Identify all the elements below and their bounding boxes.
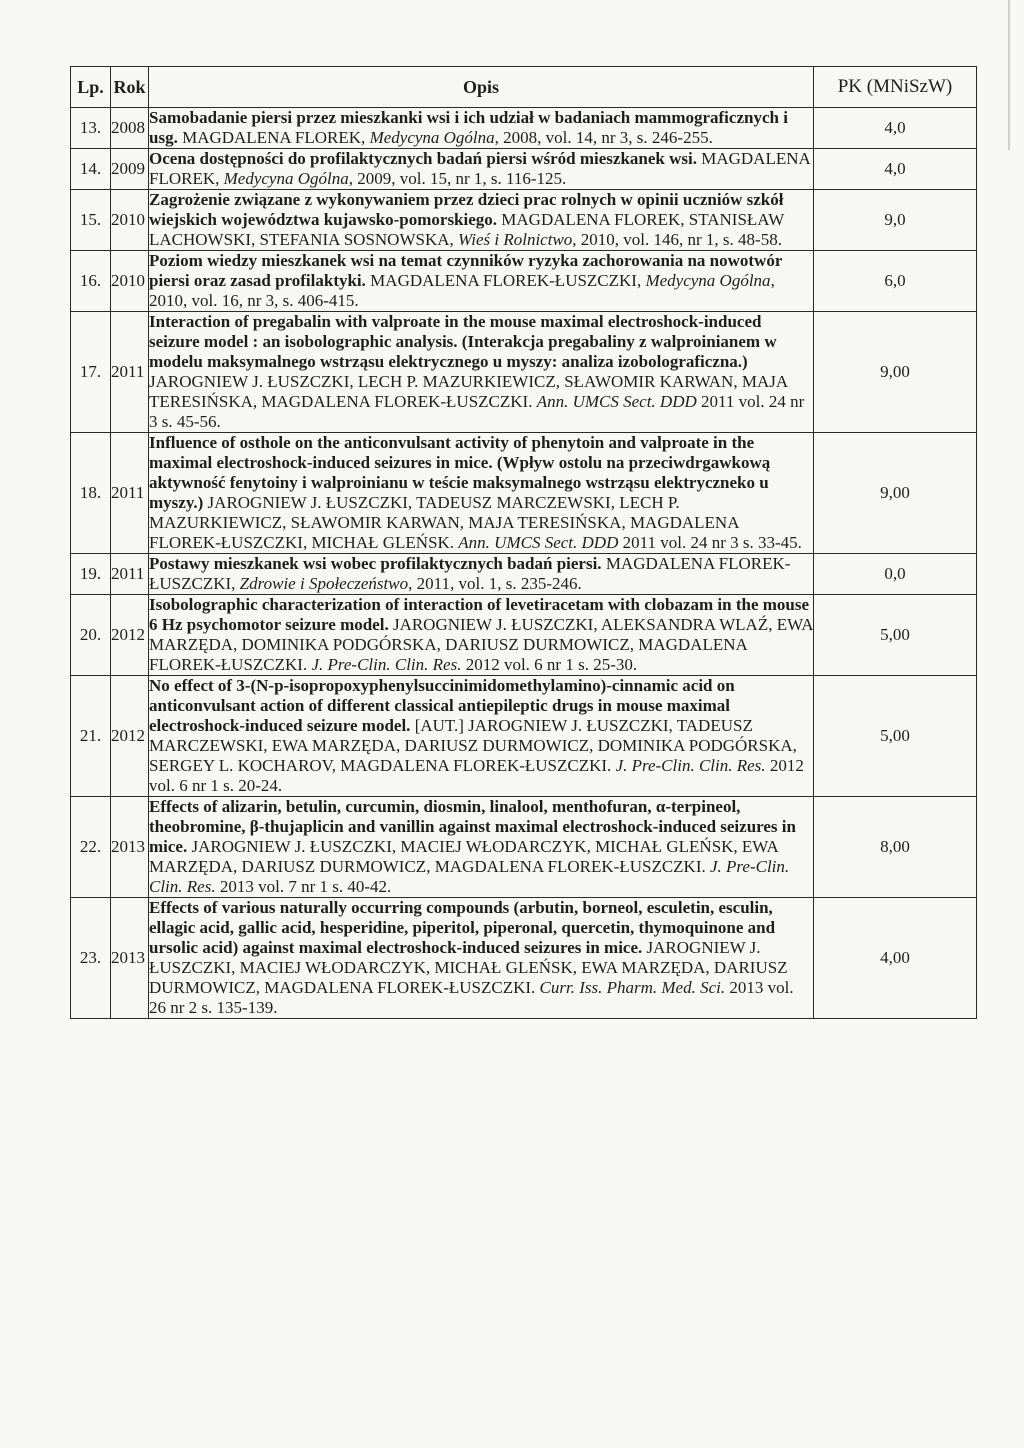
table-row bbox=[71, 251, 977, 312]
publication-details: 2011 vol. 24 nr 3 s. 33-45. bbox=[618, 533, 802, 552]
row-year: 2010 bbox=[111, 251, 149, 312]
row-year: 2012 bbox=[111, 676, 149, 797]
row-number: 15. bbox=[71, 190, 111, 251]
row-number: 22. bbox=[71, 797, 111, 898]
publication-title: No effect of 3-(N-p-isopropoxyphenylsuccinimidomethylamino)-cinnamic acid on anticonvulsant action of different classical antiepileptic drugs in mouse maximal electroshock-induced seizure model. bbox=[149, 676, 735, 735]
row-year: 2011 bbox=[111, 433, 149, 554]
row-number: 20. bbox=[71, 595, 111, 676]
publication-journal: J. Pre-Clin. Clin. Res. bbox=[311, 655, 462, 674]
publication-journal: Medycyna Ogólna bbox=[645, 271, 771, 290]
row-description bbox=[149, 797, 814, 898]
header-opis: Opis bbox=[149, 67, 814, 108]
publication-title: Ocena dostępności do profilaktycznych badań piersi wśród mieszkanek wsi. bbox=[149, 149, 697, 168]
row-number: 18. bbox=[71, 433, 111, 554]
publication-details: , 2010, vol. 16, nr 3, s. 406-415. bbox=[149, 271, 775, 310]
publication-authors: [AUT.] JAROGNIEW J. ŁUSZCZKI, TADEUSZ MARCZEWSKI, EWA MARZĘDA, DARIUSZ DURMOWICZ, DOMINIKA PODGÓRSKA, SERGEY L. KOCHAROV, MAGDALENA FLOREK-ŁUSZCZKI. bbox=[149, 716, 797, 775]
page-edge-shadow bbox=[1008, 0, 1010, 150]
row-pk-score: 6,0 bbox=[814, 251, 977, 312]
row-pk-score: 5,00 bbox=[814, 595, 977, 676]
row-number: 23. bbox=[71, 898, 111, 1019]
table-body bbox=[71, 108, 977, 1019]
row-year: 2009 bbox=[111, 149, 149, 190]
publication-journal: Medycyna Ogólna bbox=[223, 169, 349, 188]
publication-title: Influence of osthole on the anticonvulsant activity of phenytoin and valproate in the maximal electroshock-induced seizures in mice. (Wpływ ostolu na przeciwdrgawkową aktywność fenytoiny i walproinianu w teście maksymalnego wstrząsu elektryczneko u myszy.) bbox=[149, 433, 771, 512]
publication-title: Postawy mieszkanek wsi wobec profilaktycznych badań piersi. bbox=[149, 554, 602, 573]
publication-journal: J. Pre-Clin. Clin. Res. bbox=[615, 756, 766, 775]
row-year: 2010 bbox=[111, 190, 149, 251]
table-row bbox=[71, 190, 977, 251]
publication-details: , 2011, vol. 1, s. 235-246. bbox=[408, 574, 582, 593]
publication-authors: MAGDALENA FLOREK, STANISŁAW LACHOWSKI, STEFANIA SOSNOWSKA, bbox=[149, 210, 784, 249]
row-description bbox=[149, 898, 814, 1019]
row-description bbox=[149, 433, 814, 554]
publication-journal: Wieś i Rolnictwo bbox=[458, 230, 573, 249]
table-row bbox=[71, 898, 977, 1019]
publication-title: Zagrożenie związane z wykonywaniem przez dzieci prac rolnych w opinii uczniów szkół wiejskich województwa kujawsko-pomorskiego. bbox=[149, 190, 784, 229]
publication-details: , 2009, vol. 15, nr 1, s. 116-125. bbox=[348, 169, 567, 188]
publication-title: Interaction of pregabalin with valproate in the mouse maximal electroshock-induced seizure model : an isobolographic analysis. (Interakcja pregabaliny z walproinianem w modelu maksymalnego wstrząsu elektrycznego u myszy: analiza izobolograficzna.) bbox=[149, 312, 777, 371]
row-number: 13. bbox=[71, 108, 111, 149]
publications-table bbox=[70, 66, 977, 1019]
publication-authors: JAROGNIEW J. ŁUSZCZKI, MACIEJ WŁODARCZYK, MICHAŁ GLEŃSK, EWA MARZĘDA, DARIUSZ DURMOWICZ, MAGDALENA FLOREK-ŁUSZCZKI. bbox=[149, 938, 788, 997]
row-pk-score: 5,00 bbox=[814, 676, 977, 797]
publication-journal: Zdrowie i Społeczeństwo bbox=[239, 574, 409, 593]
publication-authors: MAGDALENA FLOREK-ŁUSZCZKI, bbox=[365, 271, 646, 290]
row-description bbox=[149, 190, 814, 251]
publication-details: , 2010, vol. 146, nr 1, s. 48-58. bbox=[572, 230, 782, 249]
table-row bbox=[71, 149, 977, 190]
row-description bbox=[149, 149, 814, 190]
header-rok: Rok bbox=[111, 67, 149, 108]
row-number: 21. bbox=[71, 676, 111, 797]
row-pk-score: 9,00 bbox=[814, 433, 977, 554]
publication-authors: JAROGNIEW J. ŁUSZCZKI, MACIEJ WŁODARCZYK, MICHAŁ GLEŃSK, EWA MARZĘDA, DARIUSZ DURMOWICZ, MAGDALENA FLOREK-ŁUSZCZKI. bbox=[149, 837, 778, 876]
publication-journal: Ann. UMCS Sect. DDD bbox=[536, 392, 697, 411]
publication-authors: JAROGNIEW J. ŁUSZCZKI, LECH P. MAZURKIEWICZ, SŁAWOMIR KARWAN, MAJA TERESIŃSKA, MAGDALENA FLOREK-ŁUSZCZKI. bbox=[149, 372, 788, 411]
publication-title: Effects of alizarin, betulin, curcumin, diosmin, linalool, menthofuran, α-terpineol, theobromine, β-thujaplicin and vanillin against maximal electroshock-induced seizures in mice. bbox=[149, 797, 796, 856]
publication-journal: Curr. Iss. Pharm. Med. Sci. bbox=[539, 978, 726, 997]
publication-title: Isobolographic characterization of interaction of levetiracetam with clobazam in the mouse 6 Hz psychomotor seizure model. bbox=[149, 595, 810, 634]
publication-title: Samobadanie piersi przez mieszkanki wsi i ich udział w badaniach mammograficznych i usg. bbox=[149, 108, 788, 147]
publication-title: Poziom wiedzy mieszkanek wsi na temat czynników ryzyka zachorowania na nowotwór piersi oraz zasad profilaktyki. bbox=[149, 251, 783, 290]
publication-authors: MAGDALENA FLOREK-ŁUSZCZKI, bbox=[149, 554, 791, 593]
table-row bbox=[71, 797, 977, 898]
row-year: 2013 bbox=[111, 898, 149, 1019]
publication-details: , 2008, vol. 14, nr 3, s. 246-255. bbox=[494, 128, 713, 147]
row-pk-score: 4,0 bbox=[814, 149, 977, 190]
publication-journal: Medycyna Ogólna bbox=[369, 128, 495, 147]
row-pk-score: 9,0 bbox=[814, 190, 977, 251]
publication-details: 2011 vol. 24 nr 3 s. 45-56. bbox=[149, 392, 805, 431]
publication-journal: Ann. UMCS Sect. DDD bbox=[458, 533, 619, 552]
row-pk-score: 9,00 bbox=[814, 312, 977, 433]
row-pk-score: 0,0 bbox=[814, 554, 977, 595]
publication-title: Effects of various naturally occurring compounds (arbutin, borneol, esculetin, esculin, ellagic acid, gallic acid, hesperidine, piperitol, piperonal, quercetin, thymoquinone and ursolic acid) against maximal electroshock-induced seizures in mice. bbox=[149, 898, 776, 957]
publication-details: 2012 vol. 6 nr 1 s. 20-24. bbox=[149, 756, 804, 795]
row-number: 14. bbox=[71, 149, 111, 190]
table-row bbox=[71, 554, 977, 595]
table-row bbox=[71, 108, 977, 149]
table-row bbox=[71, 595, 977, 676]
row-description bbox=[149, 251, 814, 312]
row-number: 19. bbox=[71, 554, 111, 595]
table-header-row bbox=[71, 67, 977, 108]
publication-journal: J. Pre-Clin. Clin. Res. bbox=[149, 857, 790, 896]
row-pk-score: 4,0 bbox=[814, 108, 977, 149]
publication-details: 2012 vol. 6 nr 1 s. 25-30. bbox=[461, 655, 638, 674]
row-year: 2008 bbox=[111, 108, 149, 149]
row-number: 17. bbox=[71, 312, 111, 433]
row-number: 16. bbox=[71, 251, 111, 312]
header-lp: Lp. bbox=[71, 67, 111, 108]
publication-authors: MAGDALENA FLOREK, bbox=[149, 149, 810, 188]
row-description bbox=[149, 108, 814, 149]
header-pk: PK (MNiSzW) bbox=[814, 67, 977, 108]
row-pk-score: 8,00 bbox=[814, 797, 977, 898]
table-row bbox=[71, 433, 977, 554]
row-year: 2011 bbox=[111, 312, 149, 433]
row-description bbox=[149, 312, 814, 433]
row-year: 2011 bbox=[111, 554, 149, 595]
row-year: 2013 bbox=[111, 797, 149, 898]
publication-authors: JAROGNIEW J. ŁUSZCZKI, ALEKSANDRA WLAŹ, EWA MARZĘDA, DOMINIKA PODGÓRSKA, DARIUSZ DURMOWICZ, MAGDALENA FLOREK-ŁUSZCZKI. bbox=[149, 615, 813, 674]
row-description bbox=[149, 595, 814, 676]
row-description bbox=[149, 554, 814, 595]
table-row bbox=[71, 312, 977, 433]
row-pk-score: 4,00 bbox=[814, 898, 977, 1019]
publication-authors: JAROGNIEW J. ŁUSZCZKI, TADEUSZ MARCZEWSKI, LECH P. MAZURKIEWICZ, SŁAWOMIR KARWAN, MAJA TERESIŃSKA, MAGDALENA FLOREK-ŁUSZCZKI, MICHAŁ GLEŃSK. bbox=[149, 493, 739, 552]
publication-authors: MAGDALENA FLOREK, bbox=[177, 128, 370, 147]
row-year: 2012 bbox=[111, 595, 149, 676]
table-row bbox=[71, 676, 977, 797]
publication-details: 2013 vol. 7 nr 1 s. 40-42. bbox=[215, 877, 392, 896]
publication-details: 2013 vol. 26 nr 2 s. 135-139. bbox=[149, 978, 794, 1017]
row-description bbox=[149, 676, 814, 797]
